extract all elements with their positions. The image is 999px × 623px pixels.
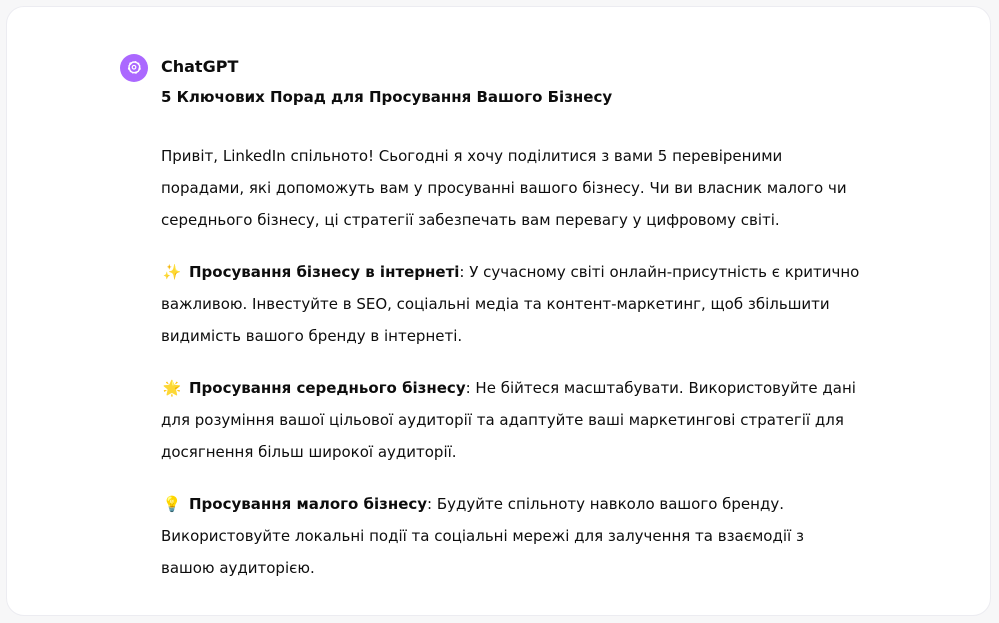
tip-text: : Не бійтеся масштабувати. Використовуйте дані для розуміння вашої цільової аудиторії та адаптуйте ваші маркетингові стратегії для досягнення більш широкої аудиторії. bbox=[161, 379, 856, 461]
message-content bbox=[161, 86, 861, 604]
sparkles-icon: ✨ bbox=[162, 263, 182, 281]
message-card bbox=[6, 6, 991, 616]
tip-title: Просування бізнесу в інтернеті bbox=[189, 263, 460, 281]
tip-title: Просування середнього бізнесу bbox=[189, 379, 466, 397]
tip-paragraph bbox=[161, 372, 861, 468]
intro-paragraph: Привіт, LinkedIn спільното! Сьогодні я хочу поділитися з вами 5 перевіреними порадами, які допоможуть вам у просуванні вашого бізнесу. Чи ви власник малого чи середнього бізнесу, ці стратегії забезпечать вам перевагу у цифровому світі. bbox=[161, 147, 847, 229]
tip-text: : У сучасному світі онлайн-присутність є критично важливою. Інвестуйте в SEO, соціальні медіа та контент-маркетинг, щоб збільшити видимість вашого бренду в інтернеті. bbox=[161, 263, 860, 345]
tip-text: : Будуйте спільноту навколо вашого бренду. Використовуйте локальні події та соціальні мережі для залучення та взаємодії з вашою аудиторією. bbox=[161, 495, 804, 577]
chatgpt-logo-icon bbox=[120, 54, 148, 82]
author-name: ChatGPT bbox=[161, 57, 239, 76]
tip-paragraph bbox=[161, 488, 861, 584]
sun-icon: 🌟 bbox=[162, 379, 182, 397]
lightbulb-icon: 💡 bbox=[162, 495, 182, 513]
tip-paragraph bbox=[161, 256, 861, 352]
message-headline: 5 Ключових Порад для Просування Вашого Бізнесу bbox=[161, 88, 613, 106]
tip-title: Просування малого бізнесу bbox=[189, 495, 428, 513]
